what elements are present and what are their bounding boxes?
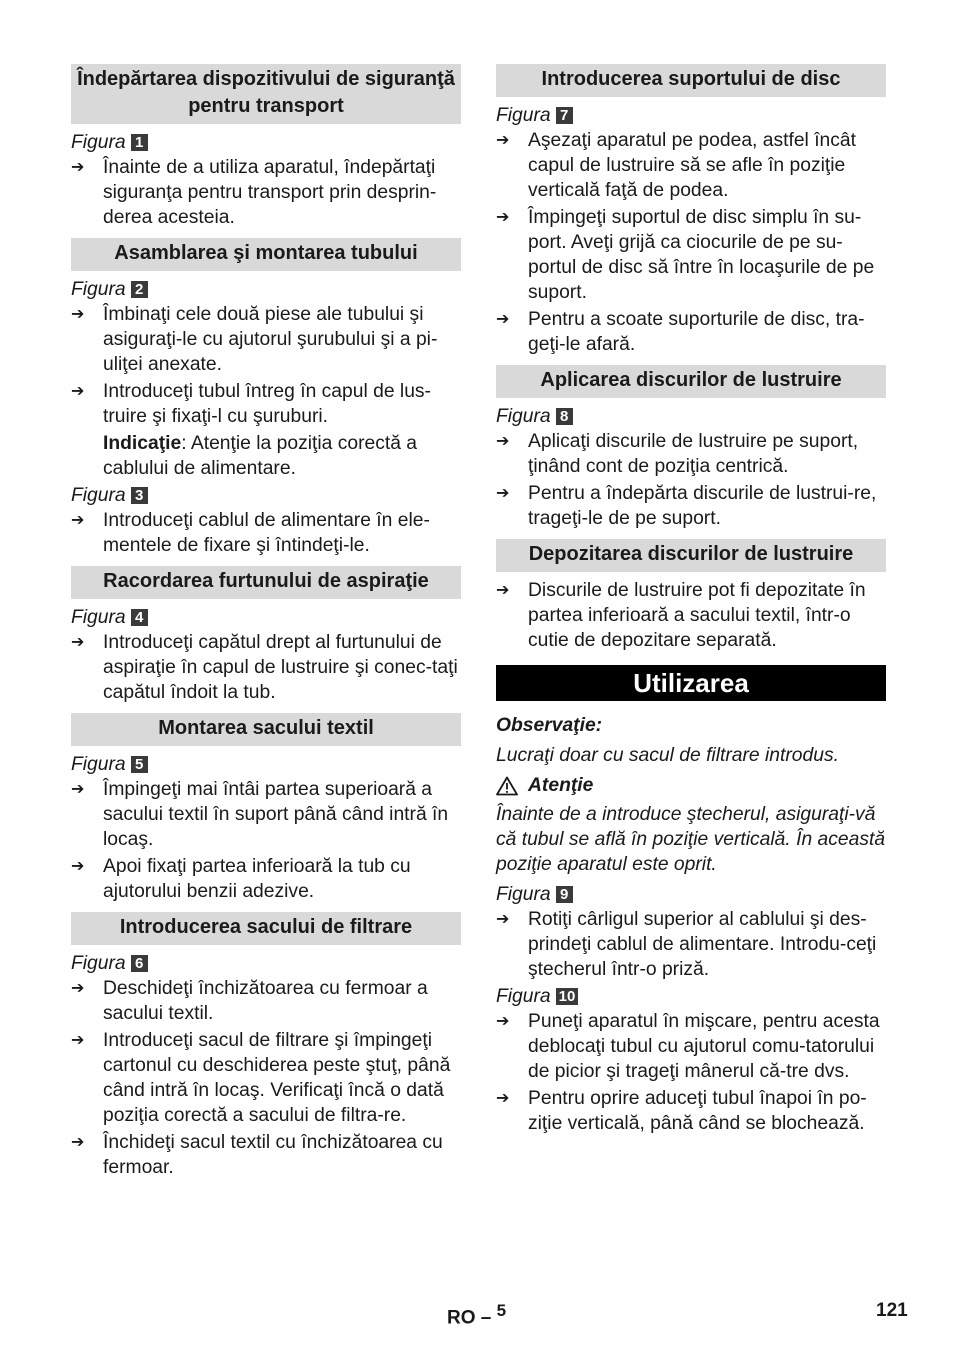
instruction-step bbox=[71, 379, 461, 429]
instruction-step bbox=[71, 155, 461, 230]
page-number: 121 bbox=[876, 1300, 908, 1321]
section-introducerea-suportului-de-disc bbox=[496, 64, 886, 357]
figure-reference bbox=[496, 103, 886, 128]
arrow-right-icon: ➔ bbox=[496, 433, 510, 450]
arrow-right-icon: ➔ bbox=[71, 306, 85, 323]
section-depozitarea-discurilor-de-lustruire bbox=[496, 539, 886, 653]
figure-reference bbox=[71, 277, 461, 302]
figure-reference bbox=[71, 752, 461, 777]
arrow-right-icon: ➔ bbox=[71, 1032, 85, 1049]
arrow-right-icon: ➔ bbox=[71, 980, 85, 997]
instruction-step bbox=[71, 302, 461, 377]
figure-reference bbox=[71, 605, 461, 630]
section-heading: Montarea sacului textil bbox=[71, 713, 461, 746]
instruction-step bbox=[496, 578, 886, 653]
chapter-heading: Utilizarea bbox=[496, 665, 886, 701]
section-introducerea-sacului-de-filtrare bbox=[71, 912, 461, 1180]
instruction-step bbox=[496, 307, 886, 357]
step-text: Puneţi aparatul în mişcare, pentru acesta deblocaţi tubul cu ajutorul comu-tatorului de picior şi trageţi mânerul că-tre dvs. bbox=[528, 1011, 880, 1082]
section-indepartarea-dispozitivului-de-siguranta-pentru-transport bbox=[71, 64, 461, 230]
arrow-right-icon: ➔ bbox=[496, 311, 510, 328]
section-aplicarea-discurilor-de-lustruire bbox=[496, 365, 886, 531]
arrow-right-icon: ➔ bbox=[71, 781, 85, 798]
arrow-right-icon: ➔ bbox=[496, 582, 510, 599]
instruction-step bbox=[496, 1086, 886, 1136]
instruction-step bbox=[71, 854, 461, 904]
step-text: Împingeţi mai întâi partea superioară a sacului textil în suport până când intră în locaş. bbox=[103, 779, 449, 850]
figure-number-badge: 4 bbox=[131, 609, 148, 626]
figure-label: Figura bbox=[71, 754, 126, 775]
arrow-right-icon: ➔ bbox=[71, 383, 85, 400]
figure-number-badge: 9 bbox=[556, 886, 573, 903]
note-text: : Atenţie la poziţia corectă a cablului de alimentare. bbox=[103, 433, 418, 479]
warning-label: Atenţie bbox=[528, 775, 594, 796]
instruction-step bbox=[71, 508, 461, 558]
step-text: Discurile de lustruire pot fi depozitate în partea inferioară a sacului textil, într-o cutie de depozitare separată. bbox=[528, 580, 866, 651]
figure-number-badge: 1 bbox=[131, 134, 148, 151]
section-utilizarea bbox=[496, 665, 886, 1136]
arrow-right-icon: ➔ bbox=[71, 1134, 85, 1151]
figure-number-badge: 8 bbox=[556, 408, 573, 425]
figure-number-badge: 10 bbox=[556, 988, 579, 1005]
step-text: Deschideţi închizătoarea cu fermoar a sacului textil. bbox=[103, 978, 428, 1024]
arrow-right-icon: ➔ bbox=[496, 209, 510, 226]
arrow-right-icon: ➔ bbox=[496, 1013, 510, 1030]
step-text: Introduceţi capătul drept al furtunului de aspiraţie în capul de lustruire şi conec-taţi capătul îndoit la tub. bbox=[103, 632, 458, 703]
section-heading: Asamblarea şi montarea tubului bbox=[71, 238, 461, 271]
figure-reference bbox=[71, 130, 461, 155]
figure-reference bbox=[71, 951, 461, 976]
section-heading: Introducerea suportului de disc bbox=[496, 64, 886, 97]
step-text: Apoi fixaţi partea inferioară la tub cu ajutorului benzii adezive. bbox=[103, 856, 411, 902]
section-heading: Introducerea sacului de filtrare bbox=[71, 912, 461, 945]
section-heading: Aplicarea discurilor de lustruire bbox=[496, 365, 886, 398]
instruction-step bbox=[71, 976, 461, 1026]
warning-heading bbox=[496, 773, 886, 798]
figure-label: Figura bbox=[496, 406, 551, 427]
section-heading: Îndepărtarea dispozitivului de siguranţă pentru transport bbox=[71, 64, 461, 124]
step-text: Înainte de a utiliza aparatul, îndepărtaţi siguranţa pentru transport prin desprin-derea acesteia. bbox=[103, 157, 437, 228]
italic-note-text: Lucraţi doar cu sacul de filtrare introdus. bbox=[496, 745, 839, 766]
step-text: Închideţi sacul textil cu închizătoarea cu fermoar. bbox=[103, 1132, 443, 1178]
note bbox=[71, 431, 461, 481]
figure-number-badge: 3 bbox=[131, 487, 148, 504]
figure-label: Figura bbox=[496, 105, 551, 126]
step-text: Introduceţi cablul de alimentare în ele-mentele de fixare şi întindeţi-le. bbox=[103, 510, 430, 556]
footer-section-label: RO – $^5$ bbox=[447, 1301, 507, 1329]
step-text: Introduceţi sacul de filtrare şi împingeţi cartonul cu deschiderea peste ştuţ, până când intră în locaş. Verificaţi încă o dată poziţia corectă a sacului de filtra-re. bbox=[103, 1030, 451, 1126]
step-text: Pentru a scoate suporturile de disc, tra-geţi-le afară. bbox=[528, 309, 865, 355]
instruction-step bbox=[71, 1130, 461, 1180]
arrow-right-icon: ➔ bbox=[496, 485, 510, 502]
figure-number-badge: 5 bbox=[131, 756, 148, 773]
step-text: Pentru oprire aduceţi tubul înapoi în po-ziţie verticală, până când se blochează. bbox=[528, 1088, 867, 1134]
instruction-step bbox=[496, 429, 886, 479]
figure-reference bbox=[71, 483, 461, 508]
figure-label: Figura bbox=[71, 132, 126, 153]
figure-number-badge: 2 bbox=[131, 281, 148, 298]
arrow-right-icon: ➔ bbox=[496, 132, 510, 149]
figure-label: Figura bbox=[71, 953, 126, 974]
figure-label: Figura bbox=[71, 279, 126, 300]
observation-label: Observaţie: bbox=[496, 715, 603, 736]
section-heading: Depozitarea discurilor de lustruire bbox=[496, 539, 886, 572]
arrow-right-icon: ➔ bbox=[71, 159, 85, 176]
figure-reference bbox=[496, 882, 886, 907]
section-racordarea-furtunului-de-aspiratie bbox=[71, 566, 461, 705]
step-text: Aplicaţi discurile de lustruire pe suport, ţinând cont de poziţia centrică. bbox=[528, 431, 859, 477]
italic-note-text: Înainte de a introduce ştecherul, asiguraţi-vă că tubul se află în poziţie verticală. În această poziţie aparatul este oprit. bbox=[496, 804, 886, 875]
arrow-right-icon: ➔ bbox=[71, 634, 85, 651]
arrow-right-icon: ➔ bbox=[71, 512, 85, 529]
instruction-step bbox=[496, 205, 886, 305]
step-text: Îmbinaţi cele două piese ale tubului şi asiguraţi-le cu ajutorul şurubului şi a pi-uliţei anexate. bbox=[103, 304, 438, 375]
instruction-step bbox=[496, 128, 886, 203]
step-text: Aşezaţi aparatul pe podea, astfel încât capul de lustruire să se afle în poziţie verticală faţă de podea. bbox=[528, 130, 856, 201]
section-montarea-sacului-textil bbox=[71, 713, 461, 904]
figure-number-badge: 6 bbox=[131, 955, 148, 972]
arrow-right-icon: ➔ bbox=[496, 1090, 510, 1107]
instruction-step bbox=[496, 1009, 886, 1084]
figure-label: Figura bbox=[496, 884, 551, 905]
instruction-step bbox=[71, 777, 461, 852]
figure-reference bbox=[496, 404, 886, 429]
figure-label: Figura bbox=[71, 485, 126, 506]
arrow-right-icon: ➔ bbox=[496, 911, 510, 928]
figure-number-badge: 7 bbox=[556, 107, 573, 124]
instruction-step bbox=[71, 630, 461, 705]
instruction-step bbox=[496, 907, 886, 982]
step-text: Pentru a îndepărta discurile de lustrui-re, trageţi-le de pe suport. bbox=[528, 483, 877, 529]
arrow-right-icon: ➔ bbox=[71, 858, 85, 875]
figure-label: Figura bbox=[71, 607, 126, 628]
section-asamblarea-si-montarea-tubului bbox=[71, 238, 461, 558]
instruction-step bbox=[71, 1028, 461, 1128]
step-text: Introduceţi tubul întreg în capul de lus-truire şi fixaţi-l cu şuruburi. bbox=[103, 381, 431, 427]
instruction-step bbox=[496, 481, 886, 531]
left-column bbox=[71, 64, 461, 1188]
note-label: Indicaţie bbox=[103, 433, 182, 454]
figure-reference bbox=[496, 984, 886, 1009]
right-column bbox=[496, 64, 886, 1144]
section-heading: Racordarea furtunului de aspiraţie bbox=[71, 566, 461, 599]
warning-triangle-icon bbox=[496, 776, 518, 796]
step-text: Împingeţi suportul de disc simplu în su-port. Aveţi grijă ca ciocurile de pe su-portul de disc să între în locaşurile de pe suport. bbox=[528, 207, 875, 303]
step-text: Rotiţi cârligul superior al cablului şi des-prindeţi cablul de alimentare. Introdu-ceţi ştecherul într-o priză. bbox=[528, 909, 877, 980]
figure-label: Figura bbox=[496, 986, 551, 1007]
